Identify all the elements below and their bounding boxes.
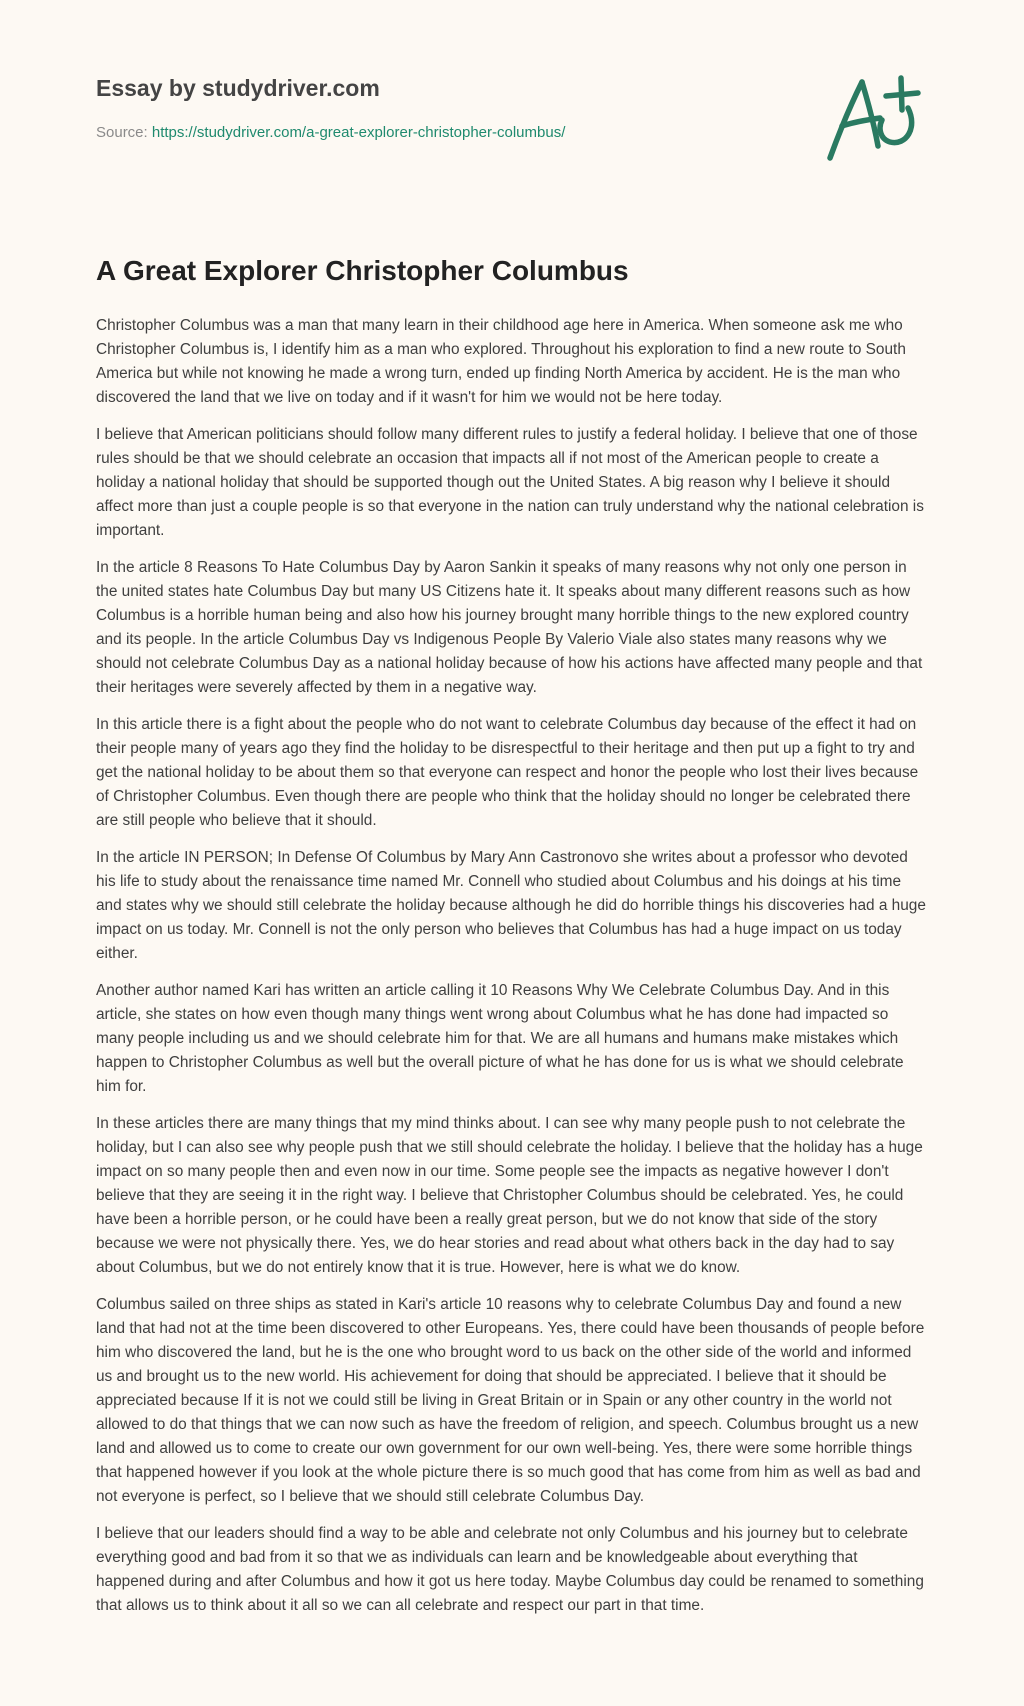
essay-paragraph: In the article 8 Reasons To Hate Columbus Day by Aaron Sankin it speaks of many reasons why not only one person in the united states hate Columbus Day but many US Citizens hate it. It speaks about many different reasons such as how Columbus is a horrible human being and also how his journey brought many horrible things to the new explored country and its people. In the article Columbus Day vs Indigenous People By Valerio Viale also states many reasons why we should not celebrate Columbus Day as a national holiday because of how his actions have affected many people and that their heritages were severely affected by them in a negative way. [96,559,923,696]
source-label: Source: [96,124,152,141]
site-title: Essay by studydriver.com [96,75,380,101]
a-plus-logo-icon [822,72,928,164]
essay-paragraph: I believe that our leaders should find a way to be able and celebrate not only Columbus and his journey but to celebrate everything good and bad from it so that we as individuals can learn and be knowledgeable about everything that happened during and after Columbus and how it got us here today. Maybe Columbus day could be renamed to something that allows us to think about it all so we can all celebrate and respect our part in that time. [96,1525,924,1614]
essay-paragraph: I believe that American politicians should follow many different rules to justify a federal holiday. I believe that one of those rules should be that we should celebrate an occasion that impacts all if not most of the American people to create a holiday a national holiday that should be supported though out the United States. A big reason why I believe it should affect more than just a couple people is so that everyone in the nation can truly understand why the national celebration is important. [96,426,924,539]
essay-paragraph: Columbus sailed on three ships as stated in Kari's article 10 reasons why to celebrate Columbus Day and found a new land that had not at the time been discovered to other Europeans. Yes, there could have been thousands of people before him who discovered the land, but he is the one who brought word to us back on the other side of the world and informed us and brought us to the new world. His achievement for doing that should be appreciated. I believe that it should be appreciated because If it is not we could still be living in Great Britain or in Spain or any other country in the world not allowed to do that things that we can now such as have the freedom of religion, and speech. Columbus brought us a new land and allowed us to come to create our own government for our own well-being. Yes, there were some horrible things that happened however if you look at the whole picture there is so much good that has come from him as well as bad and not everyone is perfect, so I believe that we should still celebrate Columbus Day. [96,1296,925,1505]
essay-paragraph: In this article there is a fight about the people who do not want to celebrate Columbus day because of the effect it had on their people many of years ago they find the holiday to be disrespectful to their heritage and then put up a fight to try and get the national holiday to be about them so that everyone can respect and honor the people who lost their lives because of Christopher Columbus. Even though there are people who think that the holiday should no longer be celebrated there are still people who believe that it should. [96,716,919,829]
essay-title: A Great Explorer Christopher Columbus [96,255,629,286]
essay-paragraph: In these articles there are many things that my mind thinks about. I can see why many people push to not celebrate the holiday, but I can also see why people push that we still should celebrate the holiday. I believe that the holiday has a huge impact on so many people then and even now in our time. Some people see the impacts as negative however I don't believe that they are seeing it in the right way. I believe that Christopher Columbus should be celebrated. Yes, he could have been a horrible person, or he could have been a really great person, but we do not know that side of the story because we were not physically there. Yes, we do hear stories and read about what others back in the day had to say about Columbus, but we do not entirely know that it is true. However, here is what we do know. [96,1115,923,1276]
page-header [96,74,796,142]
essay-paragraph: Christopher Columbus was a man that many learn in their childhood age here in America. When someone ask me who Christopher Columbus is, I identify him as a man who explored. Throughout his exploration to find a new route to South America but while not knowing he made a wrong turn, ended up finding North America by accident. He is the man who discovered the land that we live on today and if it wasn't for him we would not be here today. [96,317,906,406]
source-line [96,124,796,142]
source-link[interactable]: https://studydriver.com/a-great-explorer-christopher-columbus/ [151,124,566,141]
essay-body [96,314,928,1631]
essay-paragraph: In the article IN PERSON; In Defense Of Columbus by Mary Ann Castronovo she writes about a professor who devoted his life to study about the renaissance time named Mr. Connell who studied about Columbus and his doings at his time and states why we should still celebrate the holiday because although he did do horrible things his discoveries had a huge impact on us today. Mr. Connell is not the only person who believes that Columbus has had a huge impact on us today either. [96,849,926,962]
essay-paragraph: Another author named Kari has written an article calling it 10 Reasons Why We Celebrate Columbus Day. And in this article, she states on how even though many things went wrong about Columbus what he has done had impacted so many people including us and we should celebrate him for that. We are all humans and humans make mistakes which happen to Christopher Columbus as well but the overall picture of what he has done for us is what we should celebrate him for. [96,982,904,1095]
